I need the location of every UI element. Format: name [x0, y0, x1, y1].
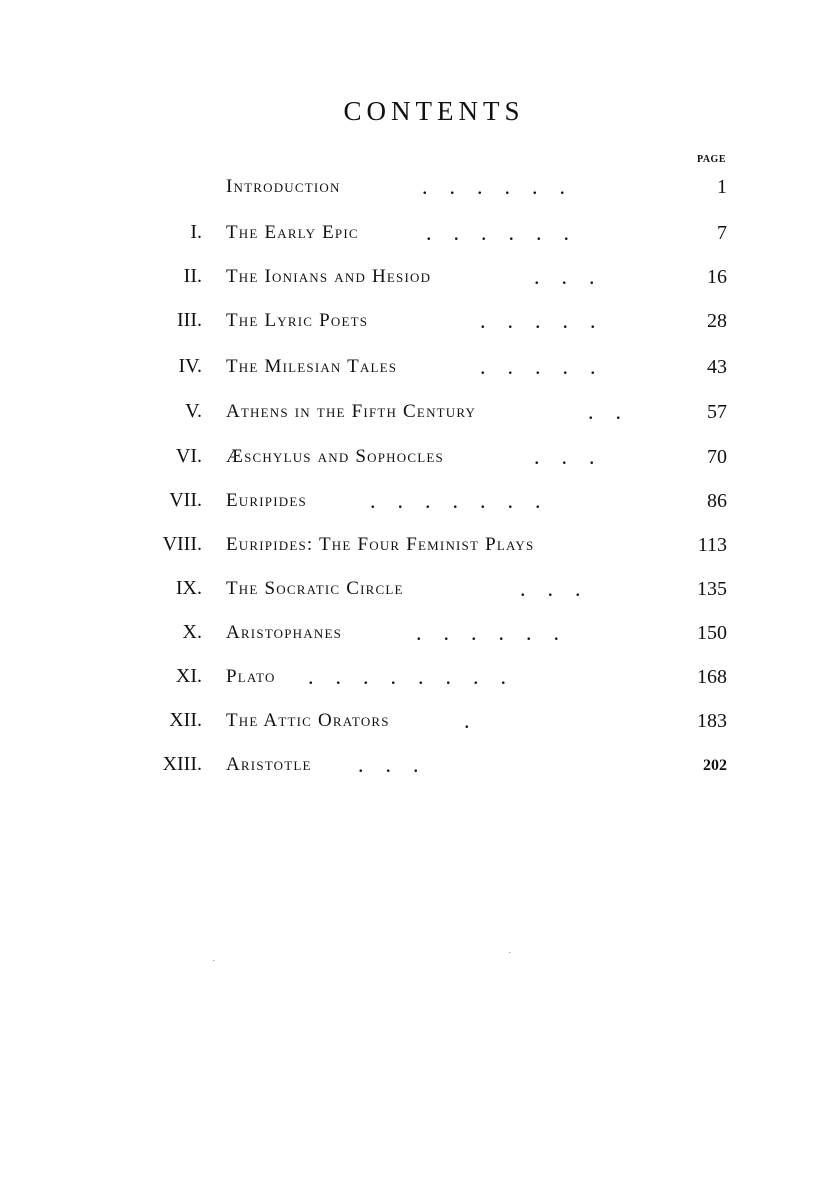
- chapter-number: XII.: [169, 709, 202, 731]
- chapter-number: V.: [185, 400, 202, 422]
- toc-entry-chapter-3[interactable]: [130, 302, 730, 342]
- chapter-number: XIII.: [162, 753, 202, 775]
- dot-leader: ......: [416, 620, 581, 645]
- scan-speck: ·: [212, 956, 216, 967]
- chapter-number: IX.: [175, 577, 202, 599]
- page-number: 70: [707, 446, 727, 468]
- chapter-title: Euripides: [226, 490, 307, 511]
- chapter-title: The Ionians and Hesiod: [226, 266, 432, 287]
- toc-entry-chapter-1[interactable]: [130, 214, 730, 254]
- toc-entry-introduction[interactable]: [130, 168, 730, 208]
- page-number: 86: [707, 490, 727, 512]
- page-number: 135: [697, 578, 727, 600]
- page-number: 113: [697, 534, 727, 556]
- page-column-heading: PAGE: [696, 154, 726, 165]
- dot-leader: .......: [370, 488, 563, 513]
- chapter-number: X.: [182, 621, 202, 643]
- dot-leader: ...: [358, 752, 441, 777]
- page-number: 150: [697, 622, 727, 644]
- dot-leader: .....: [480, 308, 618, 333]
- page-number: 1: [717, 176, 727, 198]
- dot-leader: ...: [534, 444, 617, 469]
- toc-entry-chapter-5[interactable]: [130, 393, 730, 433]
- chapter-title: Introduction: [226, 176, 341, 197]
- chapter-title: Aristotle: [226, 754, 312, 775]
- page-number: 28: [707, 310, 727, 332]
- toc-entry-chapter-11[interactable]: [130, 658, 730, 698]
- chapter-title: The Attic Orators: [226, 710, 390, 731]
- page-number: 183: [697, 710, 727, 732]
- page-number: 168: [697, 666, 727, 688]
- page-number: 202: [703, 757, 727, 774]
- dot-leader: ......: [422, 174, 587, 199]
- chapter-title: The Milesian Tales: [226, 356, 398, 377]
- toc-entry-chapter-7[interactable]: [130, 482, 730, 522]
- chapter-title: Æschylus and Sophocles: [226, 446, 444, 467]
- chapter-number: III.: [177, 309, 202, 331]
- dot-leader: .....: [480, 354, 618, 379]
- toc-entry-chapter-6[interactable]: [130, 438, 730, 478]
- chapter-number: IV.: [178, 355, 202, 377]
- scan-speck: ·: [508, 948, 512, 959]
- chapter-title: Plato: [226, 666, 276, 687]
- toc-entry-chapter-2[interactable]: [130, 258, 730, 298]
- chapter-number: I.: [190, 221, 202, 243]
- chapter-number: XI.: [175, 665, 202, 687]
- chapter-title: The Lyric Poets: [226, 310, 369, 331]
- chapter-title: Athens in the Fifth Century: [226, 401, 477, 422]
- dot-leader: ..: [588, 399, 643, 424]
- chapter-title: The Socratic Circle: [226, 578, 404, 599]
- chapter-title: Aristophanes: [226, 622, 343, 643]
- dot-leader: .: [464, 708, 492, 733]
- toc-entry-chapter-12[interactable]: [130, 702, 730, 742]
- toc-entry-chapter-8[interactable]: [130, 526, 730, 566]
- dot-leader: ...: [520, 576, 603, 601]
- dot-leader: ...: [534, 264, 617, 289]
- page-title: CONTENTS: [343, 96, 525, 126]
- dot-leader: ........: [308, 664, 528, 689]
- dot-leader: ......: [426, 220, 591, 245]
- page-number: 57: [707, 401, 727, 423]
- toc-entry-chapter-4[interactable]: [130, 348, 730, 388]
- toc-entry-chapter-13[interactable]: [130, 746, 730, 786]
- chapter-number: VII.: [169, 489, 202, 511]
- chapter-title: The Early Epic: [226, 222, 359, 243]
- toc-entry-chapter-10[interactable]: [130, 614, 730, 654]
- chapter-number: II.: [183, 265, 202, 287]
- page-number: 16: [707, 266, 727, 288]
- page-number: 43: [707, 356, 727, 378]
- chapter-number: VIII.: [162, 533, 202, 555]
- chapter-number: VI.: [175, 445, 202, 467]
- toc-entry-chapter-9[interactable]: [130, 570, 730, 610]
- chapter-title: Euripides: The Four Feminist Plays: [226, 534, 535, 555]
- page-number: 7: [717, 222, 727, 244]
